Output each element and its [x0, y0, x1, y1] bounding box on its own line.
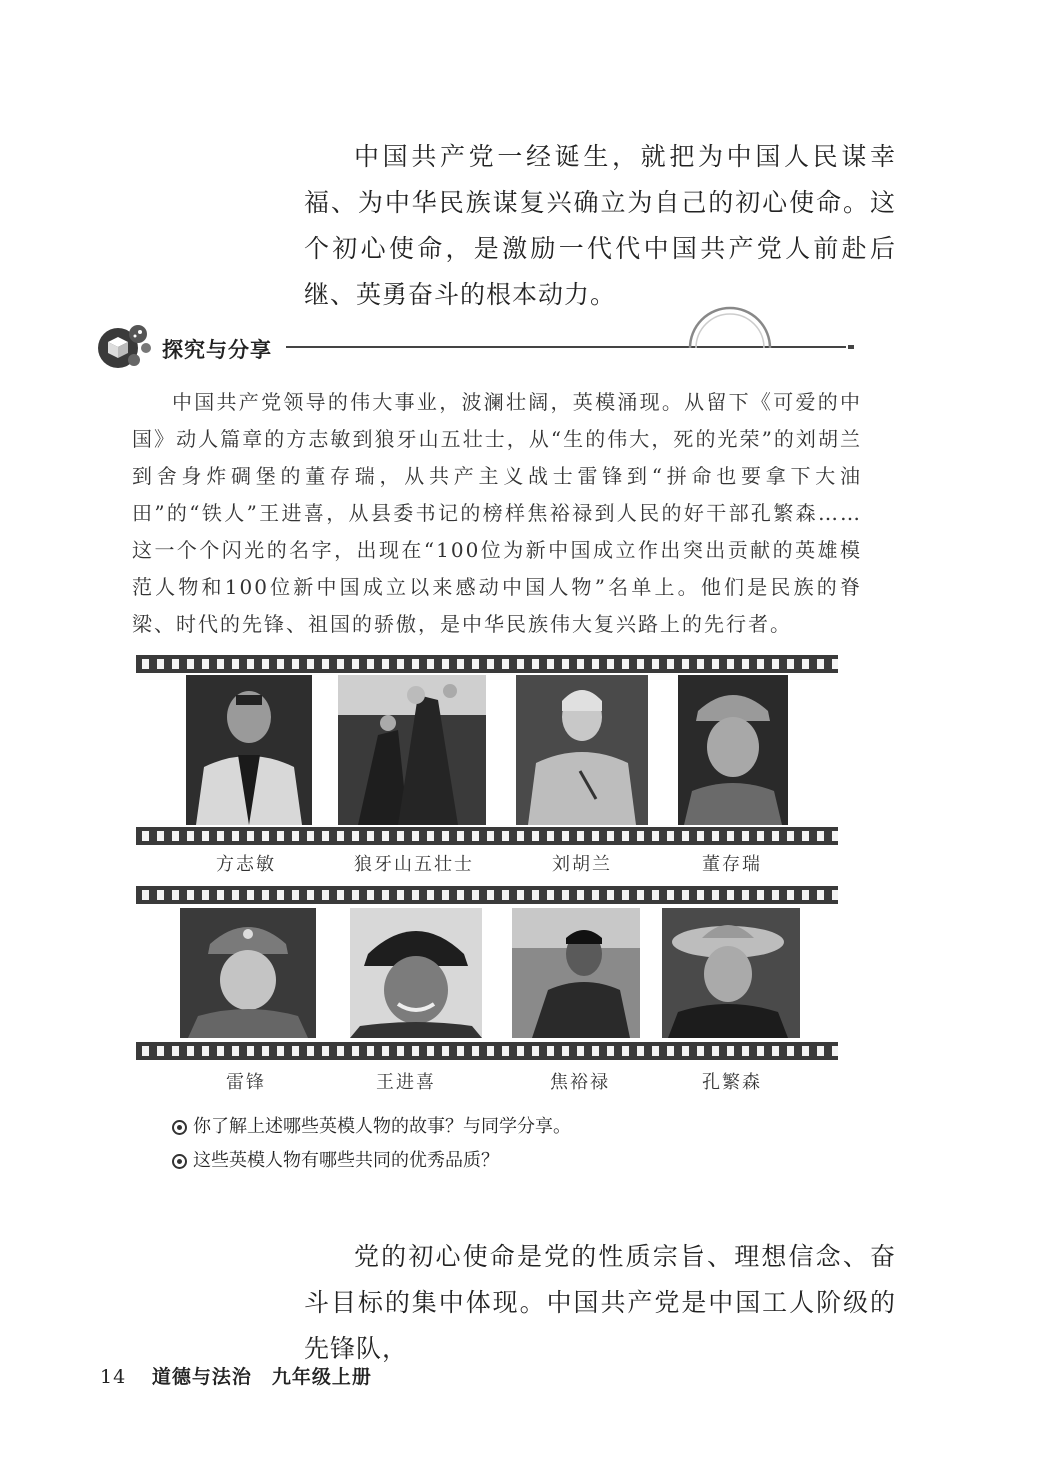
question-text: 这些英模人物有哪些共同的优秀品质？ — [193, 1150, 499, 1171]
discussion-questions — [172, 1110, 852, 1178]
caption-dong-cunrui: 董存瑞 — [702, 854, 762, 875]
book-title: 道德与法治 九年级上册 — [151, 1366, 372, 1388]
film-strip-row-1 — [136, 655, 838, 845]
photo-jiao-yulu — [512, 908, 640, 1038]
caption-jiao-yulu: 焦裕禄 — [550, 1072, 610, 1093]
caption-fang-zhimin: 方志敏 — [216, 854, 276, 875]
question-item — [172, 1110, 852, 1144]
photo-kong-fansen — [662, 908, 800, 1038]
question-text: 你了解上述哪些英模人物的故事？与同学分享。 — [193, 1116, 571, 1137]
caption-langyashan: 狼牙山五壮士 — [354, 854, 474, 875]
explore-share-icon — [96, 322, 154, 370]
bullet-circle-icon — [172, 1154, 187, 1169]
caption-kong-fansen: 孔繁森 — [702, 1072, 762, 1093]
photo-wang-jinxi — [350, 908, 482, 1038]
caption-lei-feng: 雷锋 — [226, 1072, 266, 1093]
film-perforation-bottom — [136, 827, 838, 845]
caption-wang-jinxi: 王进喜 — [376, 1072, 436, 1093]
intro-paragraph: 中国共产党一经诞生，就把为中国人民谋幸福、为中华民族谋复兴确立为自己的初心使命。这个初心使命，是激励一代代中国共产党人前赴后继、英勇奋斗的根本动力。 — [304, 142, 896, 309]
photo-fang-zhimin — [186, 675, 312, 825]
share-paragraph: 中国共产党领导的伟大事业，波澜壮阔，英模涌现。从留下《可爱的中国》动人篇章的方志敏到狼牙山五壮士，从“生的伟大，死的光荣”的刘胡兰到舍身炸碉堡的董存瑞，从共产主义战士雷锋到“拼命也要拿下大油田”的“铁人”王进喜，从县委书记的榜样焦裕禄到人民的好干部孔繁森……这一个个闪光的名字，出现在“100位为新中国成立作出突出贡献的英雄模范人物和100位新中国成立以来感动中国人物”名单上。他们是民族的脊梁、时代的先锋、祖国的骄傲，是中华民族伟大复兴路上的先行者。 — [132, 390, 862, 636]
page-footer — [100, 1362, 372, 1389]
bullet-circle-icon — [172, 1120, 187, 1135]
film-perforation-bottom — [136, 1042, 838, 1060]
question-item — [172, 1144, 852, 1178]
section-header — [96, 318, 846, 374]
photo-liu-hulan — [516, 675, 648, 825]
photo-lei-feng — [180, 908, 316, 1038]
section-title: 探究与分享 — [162, 338, 272, 362]
photo-dong-cunrui — [678, 675, 788, 825]
caption-liu-hulan: 刘胡兰 — [552, 854, 612, 875]
closing-paragraph: 党的初心使命是党的性质宗旨、理想信念、奋斗目标的集中体现。中国共产党是中国工人阶级的先锋队， — [304, 1242, 896, 1363]
photo-langyashan-five-heroes — [338, 675, 486, 825]
decorative-arc — [684, 302, 776, 350]
page-number: 14 — [100, 1366, 127, 1388]
film-perforation-top — [136, 655, 838, 673]
film-strip-row-2 — [136, 886, 838, 1060]
section-divider-end — [848, 345, 854, 349]
film-perforation-top — [136, 886, 838, 904]
